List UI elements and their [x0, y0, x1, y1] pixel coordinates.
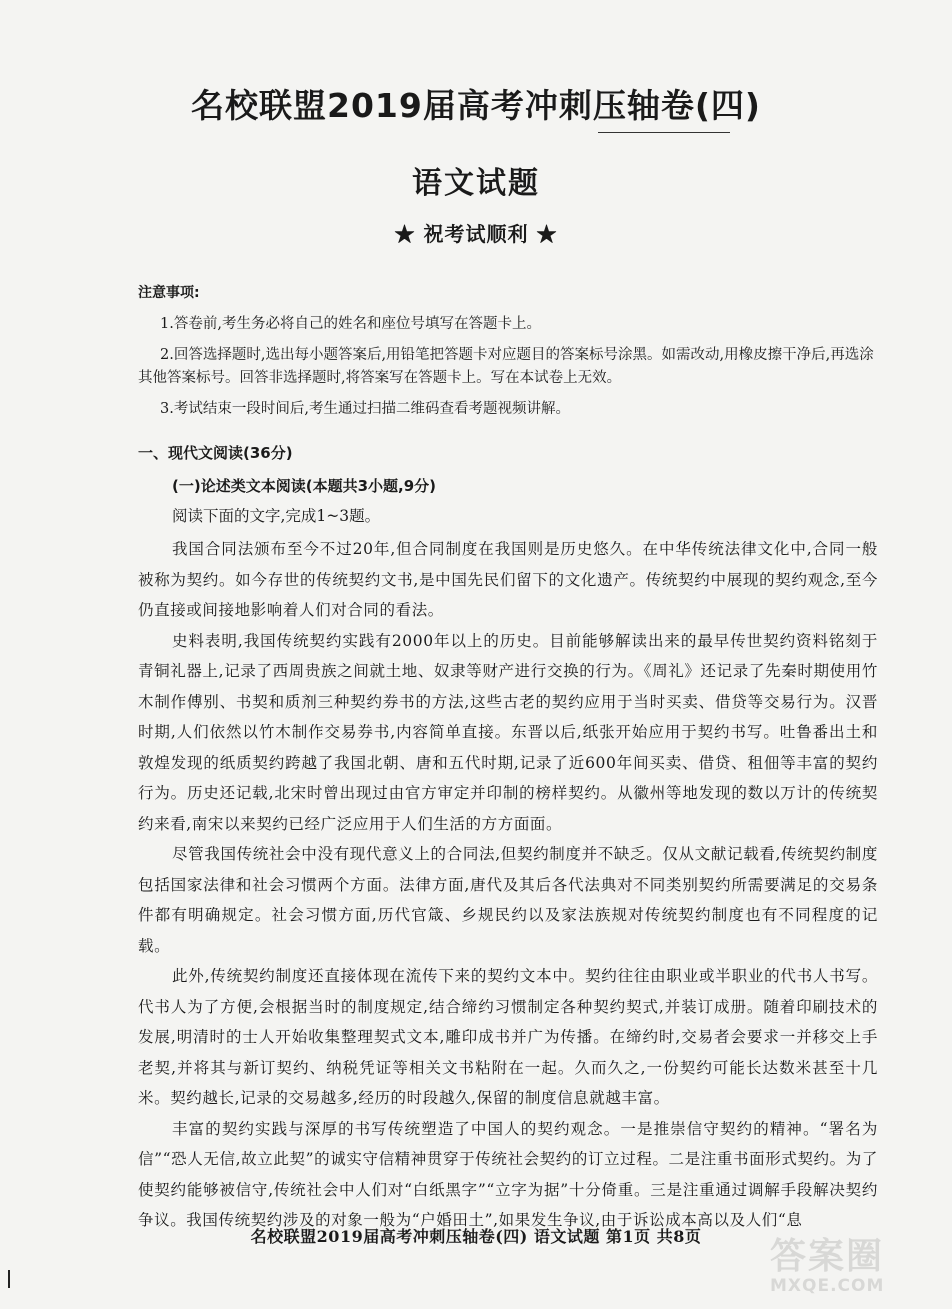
passage-paragraph: 我国合同法颁布至今不过20年,但合同制度在我国则是历史悠久。在中华传统法律文化中,合同一般被称为契约。如今存世的传统契约文书,是中国先民们留下的文化遗产。传统契约中展现的契约观念,至今仍直接或间接地影响着人们对合同的看法。: [138, 540, 878, 619]
notes-block: [138, 282, 878, 429]
subject-title: 语文试题: [412, 166, 540, 201]
note-item: 1.答卷前,考生务必将自己的姓名和座位号填写在答题卡上。: [160, 316, 541, 332]
passage-paragraph: 丰富的契约实践与深厚的书写传统塑造了中国人的契约观念。一是推崇信守契约的精神。“署名为信”“恐人无信,故立此契”的诚实守信精神贯穿于传统社会契约的订立过程。二是注重书面形式契约。为了使契约能够被信守,传统社会中人们对“白纸黑字”“立字为据”十分倚重。三是注重通过调解手段解决契约争议。我国传统契约涉及的对象一般为“户婚田土”,如果发生争议,由于诉讼成本高以及人们“息: [138, 1119, 878, 1229]
reading-instruction: 阅读下面的文字,完成1~3题。: [172, 507, 381, 525]
passage-paragraph: 史料表明,我国传统契约实践有2000年以上的历史。目前能够解读出来的最早传世契约资料铭刻于青铜礼器上,记录了西周贵族之间就土地、奴隶等财产进行交换的行为。《周礼》还记录了先秦时期使用竹木制作傅别、书契和质剂三种契约券书的方法,这些古老的契约应用于当时买卖、借贷等交易行为。汉晋时期,人们依然以竹木制作交易券书,内容简单直接。东晋以后,纸张开始应用于契约书写。吐鲁番出土和敦煌发现的纸质契约跨越了我国北朝、唐和五代时期,记录了近600年间买卖、借贷、租佃等丰富的契约行为。历史还记载,北宋时曾出现过由官方审定并印制的榜样契约。从徽州等地发现的数以万计的传统契约来看,南宋以来契约已经广泛应用于人们生活的方方面面。: [138, 631, 878, 833]
watermark-url: MXQE.COM: [770, 1276, 885, 1296]
passage-paragraph: 尽管我国传统社会中没有现代意义上的合同法,但契约制度并不缺乏。仅从文献记载看,传统契约制度包括国家法律和社会习惯两个方面。法律方面,唐代及其后各代法典对不同类别契约所需要满足的交易条件都有明确规定。社会习惯方面,历代官箴、乡规民约以及家法族规对传统契约制度也有不同程度的记载。: [138, 845, 878, 955]
scan-edge-mark: [8, 1270, 10, 1288]
watermark-logo: 答案圈: [770, 1236, 885, 1277]
good-luck-line: ★ 祝考试顺利 ★: [394, 222, 558, 246]
title-rule: [598, 132, 730, 133]
note-item: 3.考试结束一段时间后,考生通过扫描二维码查看考题视频讲解。: [160, 401, 570, 417]
reading-section: [138, 442, 878, 1236]
site-watermark: [770, 1238, 930, 1304]
subsection-heading: (一)论述类文本阅读(本题共3小题,9分): [172, 477, 436, 495]
notes-heading: 注意事项:: [138, 285, 200, 301]
exam-title: 名校联盟2019届高考冲刺压轴卷(四): [190, 86, 761, 125]
passage-paragraph: 此外,传统契约制度还直接体现在流传下来的契约文本中。契约往往由职业或半职业的代书人书写。代书人为了方便,会根据当时的制度规定,结合缔约习惯制定各种契约契式,并装订成册。随着印刷技术的发展,明清时的士人开始收集整理契式文本,雕印成书并广为传播。在缔约时,交易者会要求一并移交上手老契,并将其与新订契约、纳税凭证等相关文书粘附在一起。久而久之,一份契约可能长达数米甚至十几米。契约越长,记录的交易越多,经历的时段越久,保留的制度信息就越丰富。: [138, 967, 878, 1107]
page-footer: 名校联盟2019届高考冲刺压轴卷(四) 语文试题 第1页 共8页: [250, 1227, 702, 1246]
section-heading: 一、现代文阅读(36分): [138, 444, 293, 462]
note-item: 2.回答选择题时,选出每小题答案后,用铅笔把答题卡对应题目的答案标号涂黑。如需改动,用橡皮擦干净后,再选涂其他答案标号。回答非选择题时,将答案写在答题卡上。写在本试卷上无效。: [138, 347, 874, 386]
